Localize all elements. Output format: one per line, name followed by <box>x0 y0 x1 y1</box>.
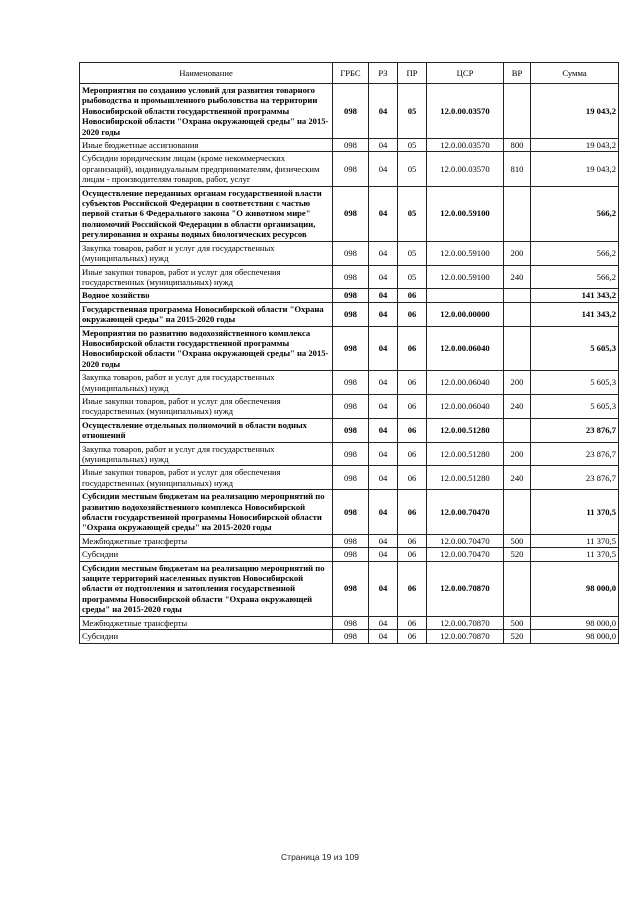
cell-csr: 12.0.00.03570 <box>427 139 504 152</box>
cell-rz: 04 <box>369 442 398 466</box>
cell-csr: 12.0.00.03570 <box>427 84 504 139</box>
table-row <box>80 265 619 289</box>
cell-vr: 500 <box>504 616 531 629</box>
cell-rz: 04 <box>369 152 398 186</box>
cell-name: Межбюджетные трансферты <box>80 534 333 547</box>
table-row <box>80 139 619 152</box>
cell-pr: 06 <box>398 442 427 466</box>
cell-pr: 06 <box>398 561 427 616</box>
table-row <box>80 152 619 186</box>
cell-name: Мероприятия по созданию условий для развития товарного рыбоводства и промышленного рыболовства на территории Новосибирской области государственной программы Новосибирской области "Охрана окружающей среды" на 2015-2020 годы <box>80 84 333 139</box>
cell-rz: 04 <box>369 466 398 490</box>
table-row <box>80 490 619 535</box>
cell-sum: 5 605,3 <box>531 371 619 395</box>
table-row <box>80 371 619 395</box>
cell-pr: 06 <box>398 394 427 418</box>
cell-vr <box>504 302 531 326</box>
cell-grbs: 098 <box>333 561 369 616</box>
header-grbs: ГРБС <box>333 63 369 84</box>
cell-sum: 23 876,7 <box>531 466 619 490</box>
cell-sum: 566,2 <box>531 265 619 289</box>
cell-sum: 98 000,0 <box>531 561 619 616</box>
header-pr: ПР <box>398 63 427 84</box>
cell-sum: 141 343,2 <box>531 289 619 302</box>
cell-vr: 240 <box>504 394 531 418</box>
cell-pr: 06 <box>398 490 427 535</box>
cell-name: Закупка товаров, работ и услуг для государственных (муниципальных) нужд <box>80 241 333 265</box>
cell-name: Государственная программа Новосибирской области "Охрана окружающей среды" на 2015-2020 годы <box>80 302 333 326</box>
cell-sum: 19 043,2 <box>531 152 619 186</box>
table-row <box>80 326 619 371</box>
cell-vr <box>504 490 531 535</box>
cell-name: Иные закупки товаров, работ и услуг для обеспечения государственных (муниципальных) нужд <box>80 466 333 490</box>
cell-grbs: 098 <box>333 186 369 241</box>
cell-sum: 23 876,7 <box>531 442 619 466</box>
budget-table <box>79 62 619 644</box>
header-name: Наименование <box>80 63 333 84</box>
cell-vr <box>504 326 531 371</box>
table-header-row <box>80 63 619 84</box>
cell-rz: 04 <box>369 371 398 395</box>
cell-vr: 200 <box>504 241 531 265</box>
cell-csr <box>427 289 504 302</box>
cell-sum: 5 605,3 <box>531 394 619 418</box>
cell-csr: 12.0.00.51280 <box>427 466 504 490</box>
cell-rz: 04 <box>369 630 398 643</box>
cell-name: Субсидии юридическим лицам (кроме некоммерческих организаций), индивидуальным предпринимателям, физическим лицам - производителям товаров, работ, услуг <box>80 152 333 186</box>
cell-vr <box>504 418 531 442</box>
cell-sum: 98 000,0 <box>531 616 619 629</box>
cell-pr: 06 <box>398 466 427 490</box>
cell-rz: 04 <box>369 534 398 547</box>
cell-pr: 05 <box>398 265 427 289</box>
cell-grbs: 098 <box>333 490 369 535</box>
table-row <box>80 466 619 490</box>
cell-grbs: 098 <box>333 394 369 418</box>
cell-grbs: 098 <box>333 241 369 265</box>
cell-grbs: 098 <box>333 152 369 186</box>
cell-grbs: 098 <box>333 630 369 643</box>
header-vr: ВР <box>504 63 531 84</box>
cell-grbs: 098 <box>333 548 369 561</box>
cell-name: Межбюджетные трансферты <box>80 616 333 629</box>
header-sum: Сумма <box>531 63 619 84</box>
table-row <box>80 630 619 643</box>
cell-pr: 06 <box>398 371 427 395</box>
cell-csr: 12.0.00.03570 <box>427 152 504 186</box>
header-csr: ЦСР <box>427 63 504 84</box>
cell-sum: 11 370,5 <box>531 490 619 535</box>
cell-grbs: 098 <box>333 302 369 326</box>
cell-name: Субсидии <box>80 548 333 561</box>
cell-rz: 04 <box>369 241 398 265</box>
cell-grbs: 098 <box>333 84 369 139</box>
table-row <box>80 548 619 561</box>
cell-grbs: 098 <box>333 139 369 152</box>
cell-vr: 520 <box>504 630 531 643</box>
cell-vr: 500 <box>504 534 531 547</box>
cell-rz: 04 <box>369 490 398 535</box>
table-row <box>80 289 619 302</box>
cell-csr: 12.0.00.59100 <box>427 186 504 241</box>
cell-grbs: 098 <box>333 418 369 442</box>
table-row <box>80 534 619 547</box>
cell-csr: 12.0.00.51280 <box>427 442 504 466</box>
cell-pr: 05 <box>398 139 427 152</box>
cell-sum: 5 605,3 <box>531 326 619 371</box>
cell-grbs: 098 <box>333 534 369 547</box>
cell-pr: 05 <box>398 152 427 186</box>
cell-rz: 04 <box>369 139 398 152</box>
cell-grbs: 098 <box>333 289 369 302</box>
cell-csr: 12.0.00.70870 <box>427 561 504 616</box>
cell-vr <box>504 561 531 616</box>
cell-vr: 200 <box>504 371 531 395</box>
cell-vr: 810 <box>504 152 531 186</box>
cell-pr: 06 <box>398 630 427 643</box>
cell-name: Иные закупки товаров, работ и услуг для обеспечения государственных (муниципальных) нужд <box>80 394 333 418</box>
table-row <box>80 84 619 139</box>
cell-vr <box>504 186 531 241</box>
table-row <box>80 186 619 241</box>
cell-pr: 05 <box>398 241 427 265</box>
cell-rz: 04 <box>369 548 398 561</box>
cell-name: Закупка товаров, работ и услуг для государственных (муниципальных) нужд <box>80 371 333 395</box>
cell-sum: 98 000,0 <box>531 630 619 643</box>
cell-pr: 06 <box>398 418 427 442</box>
table-row <box>80 302 619 326</box>
cell-sum: 566,2 <box>531 241 619 265</box>
cell-rz: 04 <box>369 326 398 371</box>
cell-name: Осуществление переданных органам государственной власти субъектов Российской Федерации в соответствии с частью первой статьи 6 Федерального закона "О животном мире" полномочий Российской Федерации в области организации, регулирования и охраны водных биологических ресурсов <box>80 186 333 241</box>
cell-vr: 240 <box>504 265 531 289</box>
budget-table-container <box>79 62 618 644</box>
cell-name: Мероприятия по развитию водохозяйственного комплекса Новосибирской области государственной программы Новосибирской области "Охрана окружающей среды" на 2015-2020 годы <box>80 326 333 371</box>
cell-vr: 240 <box>504 466 531 490</box>
cell-rz: 04 <box>369 289 398 302</box>
cell-name: Водное хозяйство <box>80 289 333 302</box>
cell-name: Иные бюджетные ассигнования <box>80 139 333 152</box>
table-row <box>80 442 619 466</box>
cell-pr: 06 <box>398 548 427 561</box>
cell-csr: 12.0.00.70870 <box>427 630 504 643</box>
table-row <box>80 394 619 418</box>
cell-pr: 05 <box>398 186 427 241</box>
cell-sum: 141 343,2 <box>531 302 619 326</box>
cell-rz: 04 <box>369 84 398 139</box>
cell-sum: 19 043,2 <box>531 139 619 152</box>
cell-rz: 04 <box>369 265 398 289</box>
cell-pr: 06 <box>398 326 427 371</box>
cell-grbs: 098 <box>333 442 369 466</box>
cell-grbs: 098 <box>333 371 369 395</box>
cell-grbs: 098 <box>333 326 369 371</box>
page-number: Страница 19 из 109 <box>281 852 359 862</box>
cell-csr: 12.0.00.70470 <box>427 534 504 547</box>
cell-grbs: 098 <box>333 265 369 289</box>
cell-vr: 520 <box>504 548 531 561</box>
cell-rz: 04 <box>369 561 398 616</box>
cell-sum: 11 370,5 <box>531 534 619 547</box>
cell-vr <box>504 289 531 302</box>
cell-rz: 04 <box>369 616 398 629</box>
table-row <box>80 241 619 265</box>
cell-grbs: 098 <box>333 466 369 490</box>
cell-pr: 06 <box>398 534 427 547</box>
cell-vr <box>504 84 531 139</box>
table-body <box>80 84 619 644</box>
cell-csr: 12.0.00.06040 <box>427 326 504 371</box>
cell-csr: 12.0.00.59100 <box>427 265 504 289</box>
cell-name: Субсидии местным бюджетам на реализацию мероприятий по развитию водохозяйственного комплекса Новосибирской области государственной программы Новосибирской области "Охрана окружающей среды" на 2015-2020 годы <box>80 490 333 535</box>
cell-name: Субсидии местным бюджетам на реализацию мероприятий по защите территорий населенных пунктов Новосибирской области от подтопления и затопления государственной программы Новосибирской области "Охрана окружающей среды" на 2015-2020 годы <box>80 561 333 616</box>
header-rz: РЗ <box>369 63 398 84</box>
cell-csr: 12.0.00.70470 <box>427 490 504 535</box>
cell-name: Осуществление отдельных полномочий в области водных отношений <box>80 418 333 442</box>
cell-rz: 04 <box>369 302 398 326</box>
cell-pr: 06 <box>398 302 427 326</box>
cell-grbs: 098 <box>333 616 369 629</box>
cell-csr: 12.0.00.06040 <box>427 371 504 395</box>
cell-csr: 12.0.00.00000 <box>427 302 504 326</box>
table-row <box>80 561 619 616</box>
cell-name: Субсидии <box>80 630 333 643</box>
table-row <box>80 418 619 442</box>
cell-csr: 12.0.00.59100 <box>427 241 504 265</box>
cell-rz: 04 <box>369 394 398 418</box>
cell-sum: 19 043,2 <box>531 84 619 139</box>
cell-csr: 12.0.00.06040 <box>427 394 504 418</box>
table-row <box>80 616 619 629</box>
cell-rz: 04 <box>369 418 398 442</box>
cell-pr: 06 <box>398 616 427 629</box>
cell-sum: 23 876,7 <box>531 418 619 442</box>
cell-sum: 566,2 <box>531 186 619 241</box>
cell-pr: 05 <box>398 84 427 139</box>
cell-rz: 04 <box>369 186 398 241</box>
cell-vr: 200 <box>504 442 531 466</box>
cell-csr: 12.0.00.70870 <box>427 616 504 629</box>
cell-pr: 06 <box>398 289 427 302</box>
cell-csr: 12.0.00.70470 <box>427 548 504 561</box>
cell-vr: 800 <box>504 139 531 152</box>
cell-name: Иные закупки товаров, работ и услуг для обеспечения государственных (муниципальных) нужд <box>80 265 333 289</box>
cell-sum: 11 370,5 <box>531 548 619 561</box>
cell-name: Закупка товаров, работ и услуг для государственных (муниципальных) нужд <box>80 442 333 466</box>
cell-csr: 12.0.00.51280 <box>427 418 504 442</box>
